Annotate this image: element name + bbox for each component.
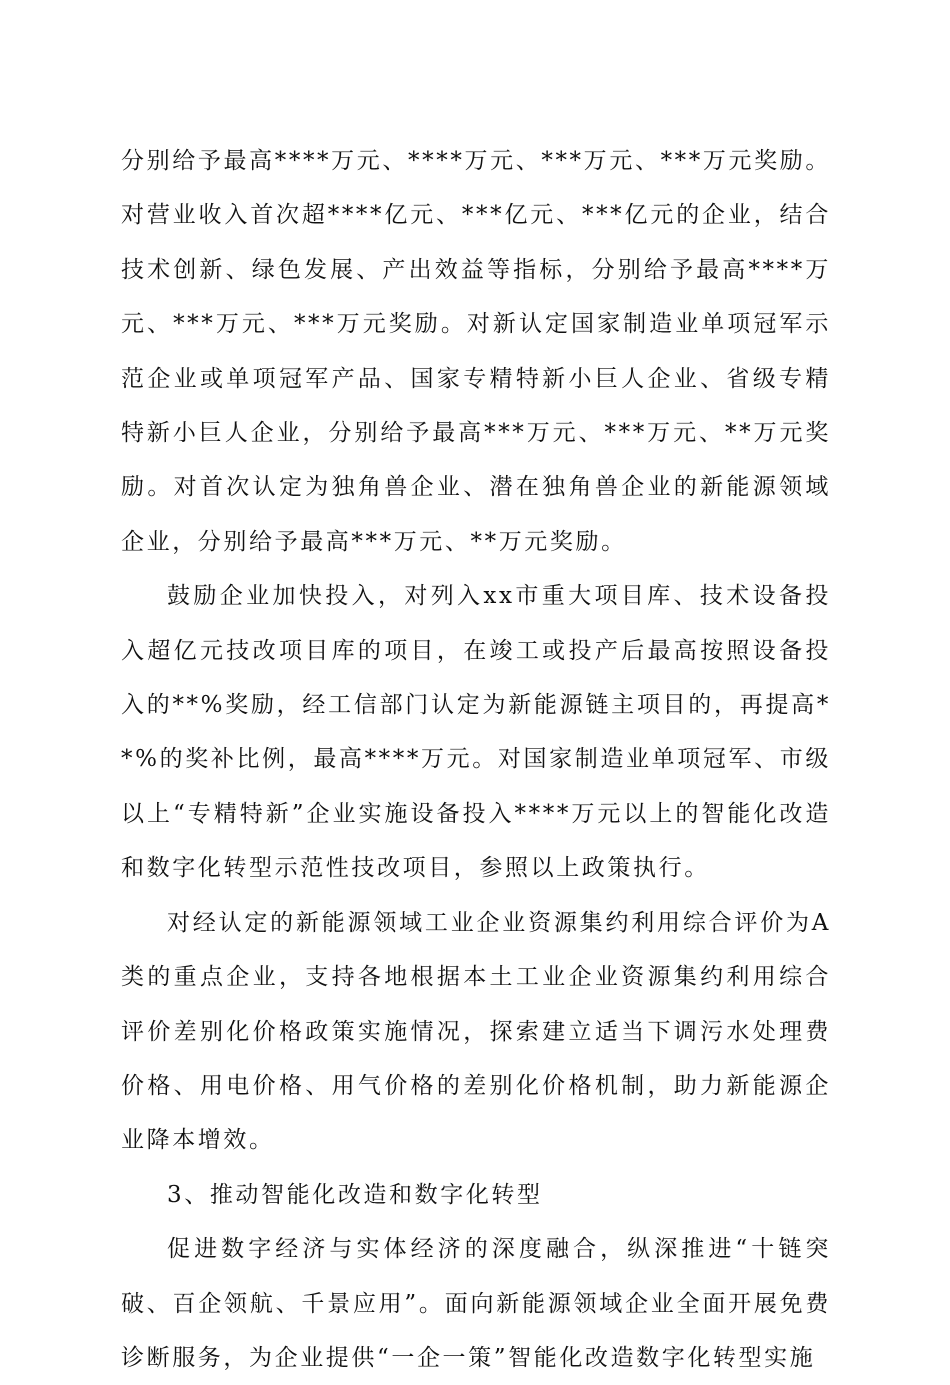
paragraph-digital-transformation: 促进数字经济与实体经济的深度融合，纵深推进“十链突破、百企领航、千景应用”。面向新能源领域企业全面开展免费诊断服务，为企业提供“一企一策”智能化改造数字化转型实施 xyxy=(121,1236,831,1371)
section-heading: 3、推动智能化改造和数字化转型 xyxy=(167,1181,543,1208)
document-body xyxy=(121,134,831,1385)
paragraph-equipment-investment: 鼓励企业加快投入，对列入xx市重大项目库、技术设备投入超亿元技改项目库的项目，在竣工或投产后最高按照设备投入的**%奖励，经工信部门认定为新能源链主项目的，再提高**%的奖补比例，最高****万元。对国家制造业单项冠军、市级以上“专精特新”企业实施设备投入****万元以上的智能化改造和数字化转型示范性技改项目，参照以上政策执行。 xyxy=(121,583,831,882)
paragraph-resource-pricing: 对经认定的新能源领域工业企业资源集约利用综合评价为A类的重点企业，支持各地根据本土工业企业资源集约利用综合评价差别化价格政策实施情况，探索建立适当下调污水处理费价格、用电价格、用气价格的差别化价格机制，助力新能源企业降本增效。 xyxy=(121,909,831,1154)
paragraph-continuation: 分别给予最高****万元、****万元、***万元、***万元奖励。对营业收入首次超****亿元、***亿元、***亿元的企业，结合技术创新、绿色发展、产出效益等指标，分别给予最高****万元、***万元、***万元奖励。对新认定国家制造业单项冠军示范企业或单项冠军产品、国家专精特新小巨人企业、省级专精特新小巨人企业，分别给予最高***万元、***万元、**万元奖励。对首次认定为独角兽企业、潜在独角兽企业的新能源领域企业，分别给予最高***万元、**万元奖励。 xyxy=(121,148,831,555)
